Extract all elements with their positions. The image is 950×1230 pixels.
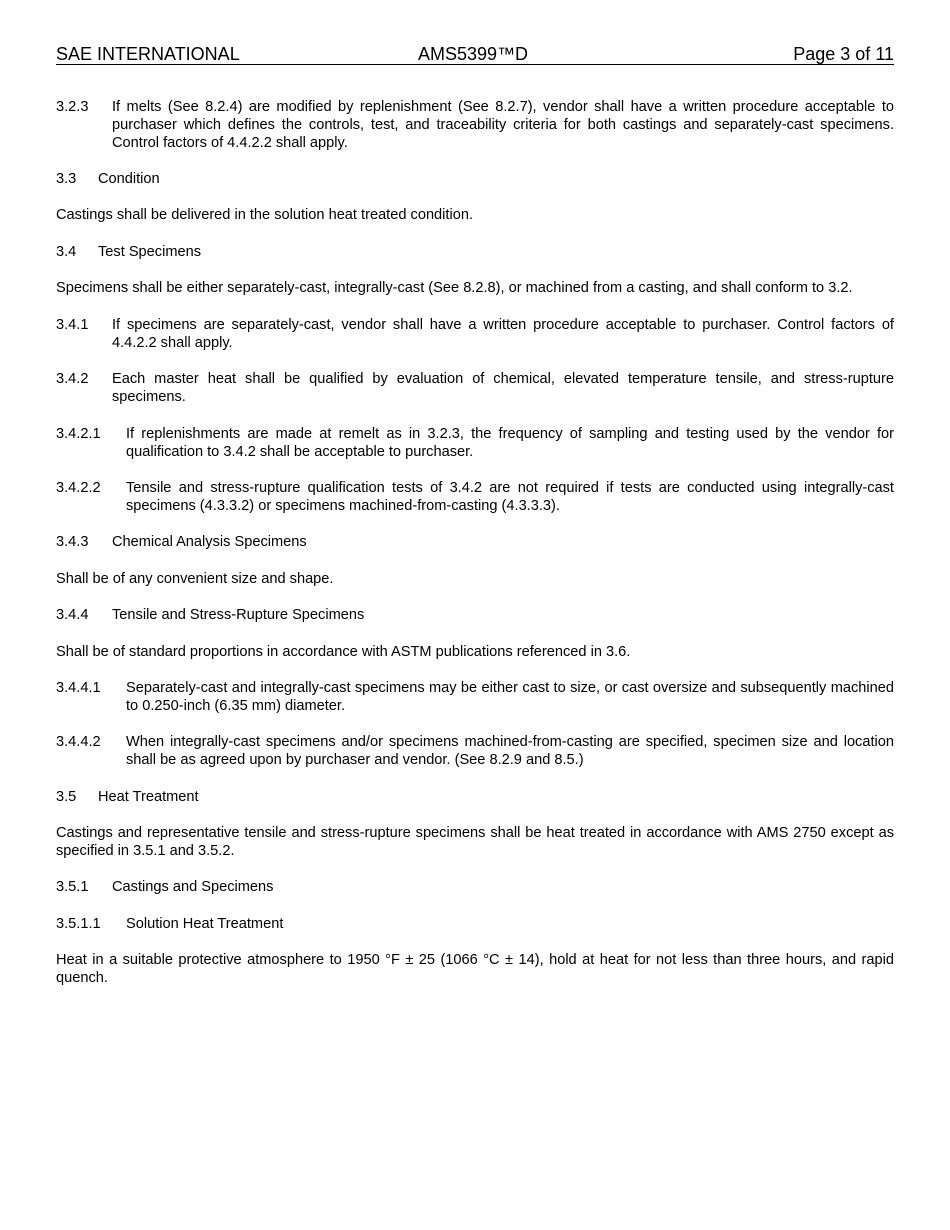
clause-3-2-3: [56, 98, 894, 152]
section-number: 3.4: [56, 244, 77, 260]
section-title: Condition: [98, 171, 160, 187]
clause-3-4-4-2: [56, 733, 894, 769]
clause-number: 3.4.2: [56, 371, 89, 387]
header-page-number: Page 3 of 11: [793, 44, 894, 64]
paragraph-text: Shall be of standard proportions in accordance with ASTM publications referenced in 3.6.: [56, 644, 631, 660]
paragraph-condition: [56, 206, 894, 224]
paragraph-tensile-specimens: [56, 643, 894, 661]
paragraph-chemical-specimens: [56, 570, 894, 588]
paragraph-text: Heat in a suitable protective atmosphere to 1950 °F ± 25 (1066 °C ± 14), hold at heat for not less than three hours, and rapid quench.: [56, 952, 894, 986]
clause-text: When integrally-cast specimens and/or specimens machined-from-casting are specified, specimen size and location shall be as agreed upon by purchaser and vendor. (See 8.2.9 and 8.5.): [126, 734, 894, 768]
paragraph-test-specimens: [56, 279, 894, 297]
clause-number: 3.4.4.1: [56, 680, 101, 696]
section-number: 3.3: [56, 171, 77, 187]
header-organization: SAE INTERNATIONAL: [56, 44, 240, 64]
section-heading-3-5-1: [56, 878, 273, 896]
clause-text: If replenishments are made at remelt as in 3.2.3, the frequency of sampling and testing used by the vendor for qualification to 3.4.2 shall be acceptable to purchaser.: [126, 426, 894, 460]
clause-text: Separately-cast and integrally-cast specimens may be either cast to size, or cast oversize and subsequently machined to 0.250-inch (6.35 mm) diameter.: [126, 680, 894, 714]
paragraph-solution-heat-treatment: [56, 951, 894, 987]
section-number: 3.4.4: [56, 607, 89, 623]
section-heading-3-5-1-1: [56, 915, 283, 933]
section-title: Chemical Analysis Specimens: [112, 534, 307, 550]
header-document-id: AMS5399™D: [418, 44, 529, 64]
section-title: Castings and Specimens: [112, 879, 274, 895]
clause-3-4-2-1: [56, 425, 894, 461]
clause-text: Each master heat shall be qualified by evaluation of chemical, elevated temperature tensile, and stress-rupture specimens.: [112, 371, 894, 405]
section-heading-3-4: [56, 243, 201, 261]
paragraph-text: Shall be of any convenient size and shape.: [56, 571, 334, 587]
section-heading-3-5: [56, 788, 199, 806]
clause-text: If melts (See 8.2.4) are modified by replenishment (See 8.2.7), vendor shall have a written procedure acceptable to purchaser which defines the controls, test, and traceability criteria for both castings and separately-cast specimens. Control factors of 4.4.2.2 shall apply.: [112, 99, 894, 151]
clause-3-4-2-2: [56, 479, 894, 515]
clause-number: 3.4.4.2: [56, 734, 101, 750]
clause-number: 3.2.3: [56, 99, 89, 115]
clause-3-4-2: [56, 370, 894, 406]
clause-text: If specimens are separately-cast, vendor shall have a written procedure acceptable to purchaser. Control factors of 4.4.2.2 shall apply.: [112, 317, 894, 351]
paragraph-text: Castings shall be delivered in the solution heat treated condition.: [56, 207, 473, 223]
clause-number: 3.4.2.2: [56, 480, 101, 496]
clause-number: 3.4.2.1: [56, 426, 101, 442]
clause-3-4-1: [56, 316, 894, 352]
paragraph-heat-treatment: [56, 824, 894, 860]
section-number: 3.5.1: [56, 879, 89, 895]
clause-number: 3.4.1: [56, 317, 89, 333]
paragraph-text: Castings and representative tensile and stress-rupture specimens shall be heat treated in accordance with AMS 2750 except as specified in 3.5.1 and 3.5.2.: [56, 825, 894, 859]
section-heading-3-3: [56, 170, 160, 188]
section-heading-3-4-3: [56, 533, 307, 551]
section-title: Tensile and Stress-Rupture Specimens: [112, 607, 365, 623]
clause-3-4-4-1: [56, 679, 894, 715]
section-number: 3.5: [56, 789, 77, 805]
clause-text: Tensile and stress-rupture qualification tests of 3.4.2 are not required if tests are conducted using integrally-cast specimens (4.3.3.2) or specimens machined-from-casting (4.3.3.3).: [126, 480, 894, 514]
section-title: Solution Heat Treatment: [126, 916, 284, 932]
section-heading-3-4-4: [56, 606, 364, 624]
page-header: [56, 44, 894, 65]
section-number: 3.5.1.1: [56, 916, 101, 932]
section-number: 3.4.3: [56, 534, 89, 550]
section-title: Test Specimens: [98, 244, 202, 260]
paragraph-text: Specimens shall be either separately-cast, integrally-cast (See 8.2.8), or machined from a casting, and shall conform to 3.2.: [56, 280, 853, 296]
section-title: Heat Treatment: [98, 789, 199, 805]
